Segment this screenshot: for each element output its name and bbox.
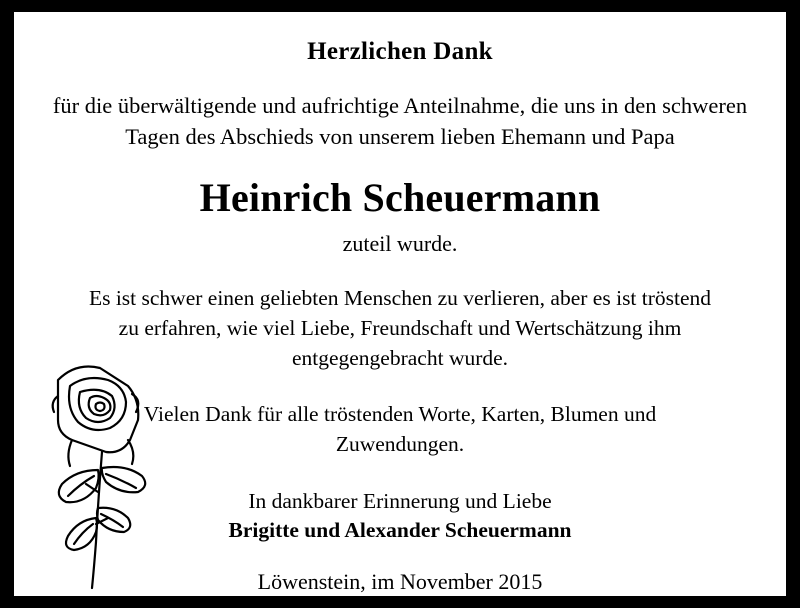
rose-icon bbox=[36, 342, 166, 592]
paragraph-condolence: Es ist schwer einen geliebten Menschen zu verlieren, aber es ist tröstend zu erfahren, wie viel Liebe, Freundschaft und Wertschätzung ihm entgegengebracht wurde. bbox=[88, 286, 712, 370]
after-name-text: zuteil wurde. bbox=[342, 231, 458, 256]
signers-text: Brigitte und Alexander Scheuermann bbox=[228, 518, 572, 542]
place-and-date: Löwenstein, im November 2015 bbox=[257, 569, 543, 594]
obituary-notice bbox=[14, 12, 786, 596]
paragraph-thanks: Vielen Dank für alle tröstenden Worte, Karten, Blumen und Zuwendungen. bbox=[143, 402, 657, 456]
deceased-name: Heinrich Scheuermann bbox=[199, 175, 601, 220]
page-title: Herzlichen Dank bbox=[307, 38, 493, 65]
paragraph-remembrance: In dankbarer Erinnerung und Liebe bbox=[248, 489, 552, 513]
intro-text: für die überwältigende und aufrichtige Anteilnahme, die uns in den schweren Tagen des Abschieds von unserem lieben Ehemann und Papa bbox=[52, 93, 748, 149]
